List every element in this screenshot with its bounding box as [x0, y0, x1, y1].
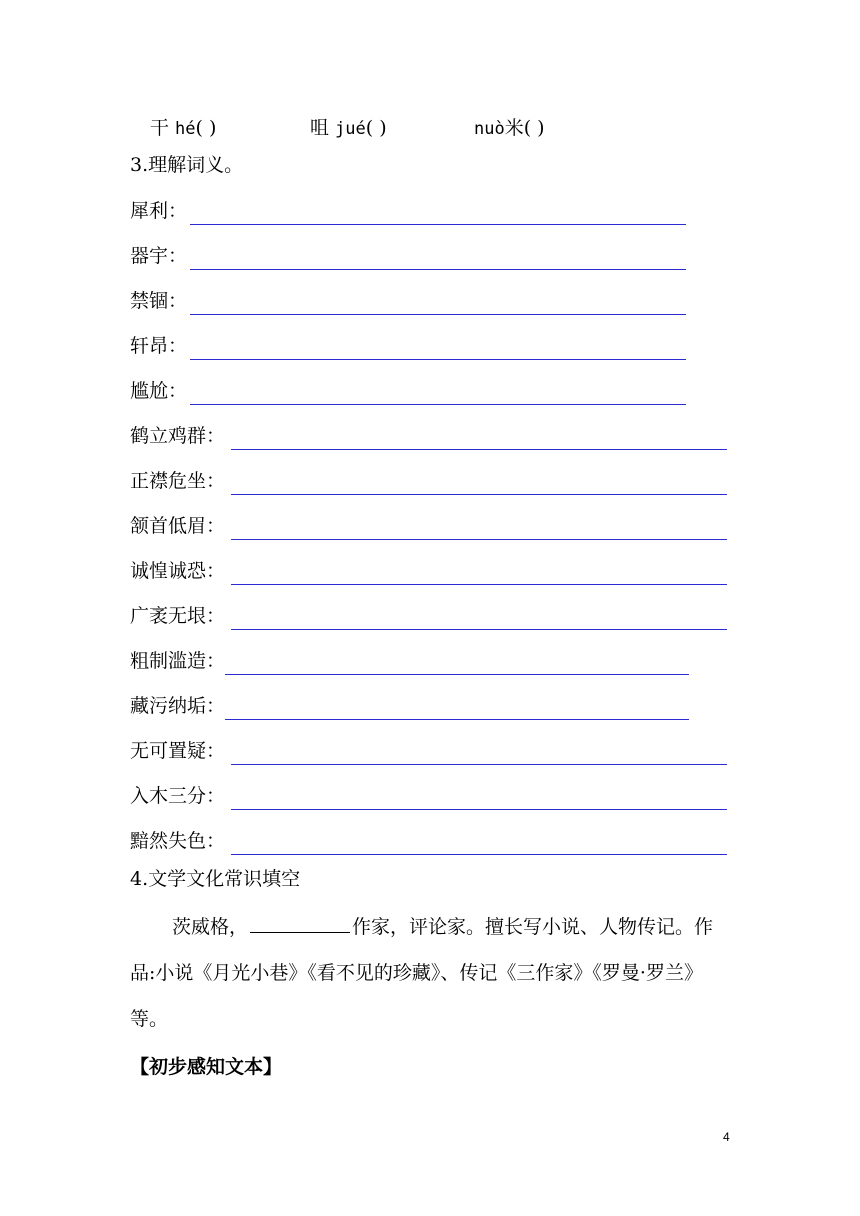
- answer-line[interactable]: [231, 629, 727, 630]
- vocab-term: 正襟危坐：: [130, 470, 226, 492]
- vocab-row: [130, 244, 690, 270]
- answer-line[interactable]: [225, 674, 689, 675]
- vocab-row: [130, 424, 730, 450]
- vocab-term: 无可置疑：: [130, 740, 226, 762]
- vocab-term: 鹤立鸡群：: [130, 425, 226, 447]
- pinyin-char: 干: [150, 117, 176, 139]
- answer-line[interactable]: [231, 764, 727, 765]
- vocab-row: [130, 649, 730, 675]
- para-prefix: 茨威格，: [172, 916, 249, 938]
- answer-line[interactable]: [231, 854, 727, 855]
- vocab-row: [130, 604, 730, 630]
- vocab-term: 颔首低眉：: [130, 515, 226, 537]
- vocab-row: [130, 829, 730, 855]
- pinyin-text: hé: [175, 119, 196, 139]
- pinyin-blank[interactable]: 米( ): [504, 117, 545, 139]
- answer-line[interactable]: [231, 584, 727, 585]
- vocab-term: 入木三分：: [130, 785, 226, 807]
- answer-line[interactable]: [190, 359, 686, 360]
- pinyin-text: nuò: [474, 119, 505, 139]
- vocab-term: 犀利：: [130, 200, 188, 222]
- vocab-row: [130, 559, 730, 585]
- answer-line[interactable]: [231, 539, 727, 540]
- vocab-term: 尴尬：: [130, 380, 188, 402]
- vocab-term: 藏污纳垢：: [130, 695, 226, 717]
- fill-blank[interactable]: [250, 912, 350, 933]
- answer-line[interactable]: [190, 269, 686, 270]
- vocab-row: [130, 514, 730, 540]
- page-number: 4: [723, 1130, 730, 1144]
- vocab-row: [130, 334, 690, 360]
- para-suffix: 作家，评论家。擅长写小说、人物传记。作品:小说《月光小巷》《看不见的珍藏》、传记《三作家》《罗曼·罗兰》等。: [130, 916, 714, 1030]
- pinyin-text: jué: [335, 119, 366, 139]
- pinyin-blank[interactable]: ( ): [365, 117, 387, 139]
- pinyin-item-1: [150, 116, 216, 141]
- vocab-row: [130, 469, 730, 495]
- pinyin-char: 咀: [310, 117, 336, 139]
- pinyin-item-3: [474, 116, 545, 141]
- vocab-term: 禁锢：: [130, 290, 188, 312]
- pinyin-blank[interactable]: ( ): [195, 117, 217, 139]
- answer-line[interactable]: [231, 809, 727, 810]
- vocab-row: [130, 694, 730, 720]
- vocab-row: [130, 379, 690, 405]
- vocab-term: 诚惶诚恐：: [130, 560, 226, 582]
- answer-line[interactable]: [225, 719, 689, 720]
- answer-line[interactable]: [190, 404, 686, 405]
- vocab-row: [130, 739, 730, 765]
- vocab-row: [130, 199, 690, 225]
- vocab-row: [130, 289, 690, 315]
- vocab-term: 广袤无垠：: [130, 605, 226, 627]
- answer-line[interactable]: [231, 494, 727, 495]
- vocab-row: [130, 784, 730, 810]
- answer-line[interactable]: [231, 449, 727, 450]
- answer-line[interactable]: [190, 224, 686, 225]
- section-heading: 【初步感知文本】: [130, 1056, 283, 1078]
- section-3-title: 3.理解词义。: [130, 154, 244, 176]
- literature-paragraph: [130, 904, 730, 1042]
- pinyin-item-2: [310, 116, 387, 141]
- vocab-term: 轩昂：: [130, 335, 188, 357]
- answer-line[interactable]: [190, 314, 686, 315]
- vocab-term: 黯然失色：: [130, 830, 226, 852]
- section-4-title: 4.文学文化常识填空: [130, 868, 301, 890]
- vocab-term: 器宇：: [130, 245, 188, 267]
- vocab-term: 粗制滥造：: [130, 650, 226, 672]
